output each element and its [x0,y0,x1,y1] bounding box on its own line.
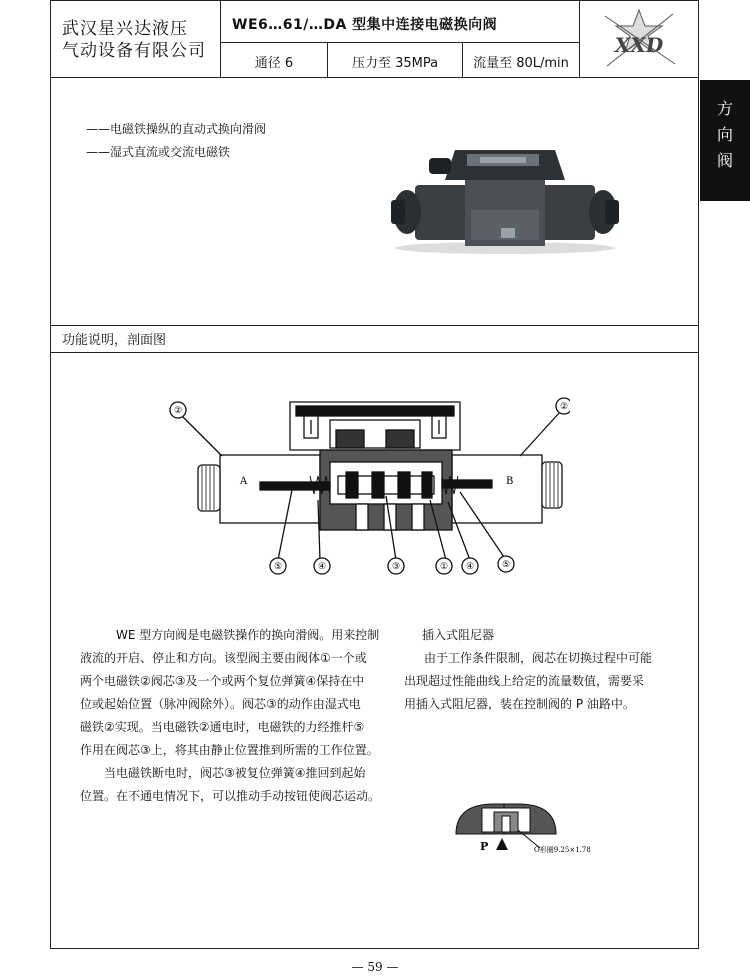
desc-line-3: 两个电磁铁②阀芯③及一个或两个复位弹簧④保持在中 [80,674,365,688]
section-label: 功能说明，剖面图 [62,333,167,348]
company-name-line1: 武汉星兴达液压 [62,19,188,39]
section-divider-top [50,325,699,326]
port-b-label: B [506,476,514,487]
port-a-label: A [240,476,248,487]
feature-item-1: ——电磁铁操纵的直动式换向滑阀 [86,122,267,136]
damper-desc-line-3: 用插入式阻尼器，装在控制阀的 P 油路中。 [404,697,635,711]
spec-flow: 流量至 80L/min [473,56,569,71]
callout-4-left: ④ [317,562,327,572]
category-tab [700,80,750,201]
damper-title: 插入式阻尼器 [422,628,495,642]
callout-4-right: ④ [465,562,475,572]
valve-product-photo [385,140,625,255]
logo-text: XXD [614,33,664,57]
callout-5-left: ⑤ [273,562,283,572]
company-name [62,18,212,62]
title-divider [220,42,579,43]
product-title: WE6…61/…DA 型集中连接电磁换向阀 [232,17,498,33]
damper-diagram [448,798,608,858]
callout-3: ③ [391,562,401,572]
damper-port-p-label: P [480,840,489,853]
desc-line-5: 磁铁②实现。当电磁铁②通电时，电磁铁的力经推杆⑤ [80,720,365,734]
callout-2-left: ② [173,406,183,416]
category-tab-char-3: 阀 [716,151,733,170]
oring-label: O形圈9.25×1.78 [534,846,591,854]
desc-line-7: 当电磁铁断电时，阀芯③被复位弹簧④推回到起始 [104,766,366,780]
header-divider [50,77,699,78]
spec-pressure: 压力至 35MPa [351,56,439,71]
desc-line-1: WE 型方向阀是电磁铁操作的换向滑阀。用来控制 [116,628,380,642]
company-logo [585,4,693,74]
section-divider-bottom [50,352,699,353]
feature-item-2: ——湿式直流或交流电磁铁 [86,145,231,159]
logo-divider [579,0,580,77]
damper-desc-line-1: 由于工作条件限制，阀芯在切换过程中可能 [424,651,653,665]
desc-line-6: 作用在阀芯③上，将其由静止位置推到所需的工作位置。 [80,743,379,757]
callout-5-right: ⑤ [501,560,511,570]
desc-line-8: 位置。在不通电情况下，可以推动手动按钮使阀芯运动。 [80,789,381,803]
callout-2-right: ② [559,402,569,412]
category-tab-char-1: 方 [716,99,733,118]
company-name-line2: 气动设备有限公司 [62,41,206,61]
category-tab-char-2: 向 [716,125,733,144]
spec-diameter: 通径 6 [254,56,294,71]
desc-line-2: 液流的开启、停止和方向。该型阀主要由阀体①一个或 [80,651,367,665]
desc-line-4: 位或起始位置（脉冲阀除外）。阀芯③的动作由湿式电 [80,697,361,711]
valve-cross-section-diagram [160,390,570,580]
damper-desc-line-2: 出现超过性能曲线上给定的流量数值，需要采 [404,674,645,688]
page-number: — 59 — [351,960,399,974]
callout-1: ① [439,562,449,572]
